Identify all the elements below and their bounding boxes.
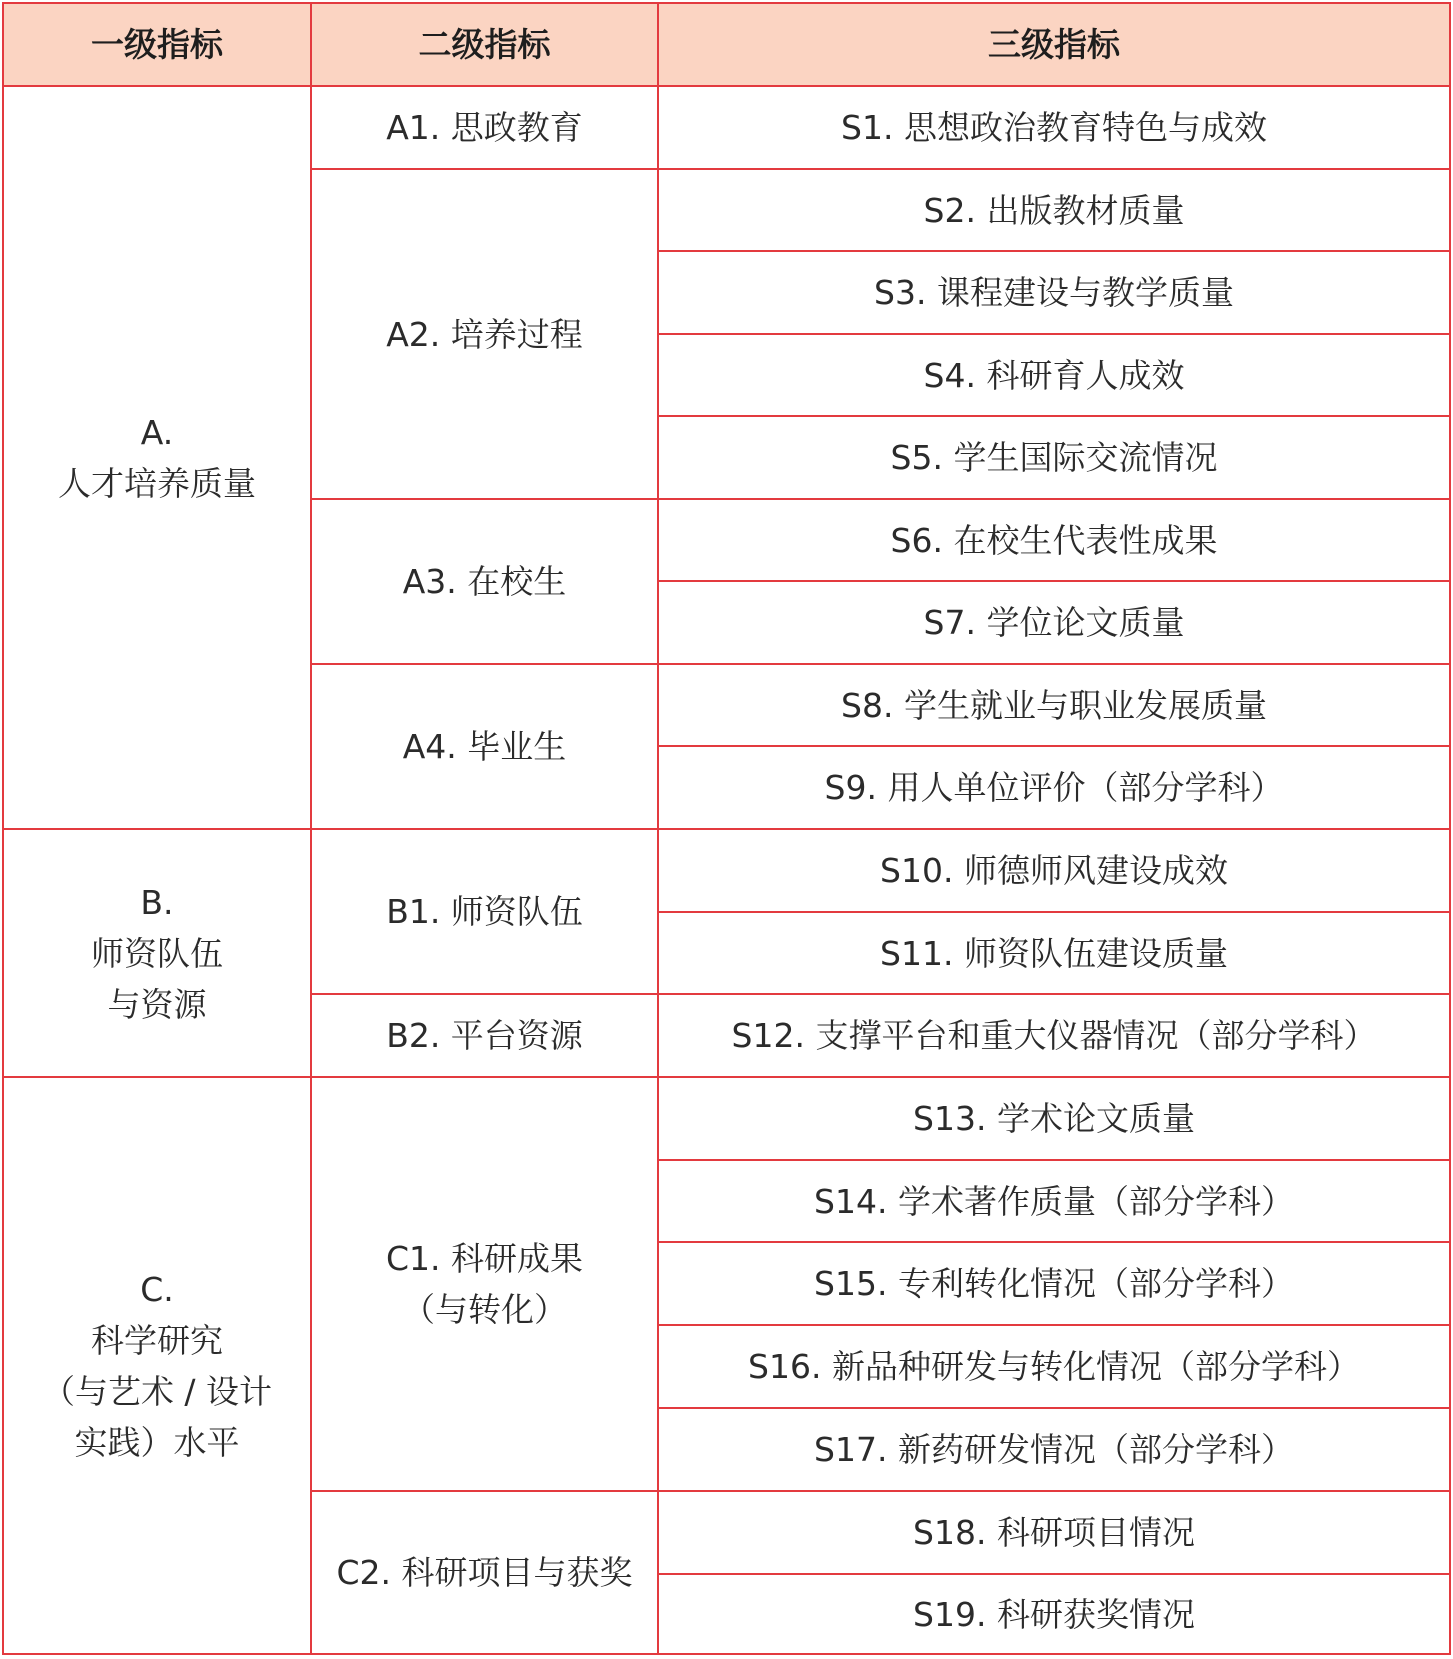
header-level3: 三级指标 [657,2,1451,85]
level3-cell-s4: S4. 科研育人成效 [657,333,1451,415]
level2-cell-c2: C2. 科研项目与获奖 [310,1490,657,1655]
level2-cell-b1: B1. 师资队伍 [310,828,657,993]
level3-cell-s6: S6. 在校生代表性成果 [657,498,1451,580]
level2-cell-a4: A4. 毕业生 [310,663,657,828]
level3-cell-s10: S10. 师德师风建设成效 [657,828,1451,911]
level3-cell-s15: S15. 专利转化情况（部分学科） [657,1241,1451,1324]
level1-cell-c: C. 科学研究 （与艺术 / 设计 实践）水平 [2,1076,310,1655]
level1-cell-b: B. 师资队伍 与资源 [2,828,310,1076]
level3-cell-s19: S19. 科研获奖情况 [657,1573,1451,1655]
level3-cell-s5: S5. 学生国际交流情况 [657,415,1451,498]
level2-cell-a1: A1. 思政教育 [310,85,657,168]
level3-cell-s11: S11. 师资队伍建设质量 [657,911,1451,993]
level2-cell-a2: A2. 培养过程 [310,168,657,498]
level3-cell-s13: S13. 学术论文质量 [657,1076,1451,1159]
level3-cell-s8: S8. 学生就业与职业发展质量 [657,663,1451,745]
header-level1: 一级指标 [2,2,310,85]
level3-cell-s9: S9. 用人单位评价（部分学科） [657,745,1451,828]
level3-cell-s16: S16. 新品种研发与转化情况（部分学科） [657,1324,1451,1407]
header-level2: 二级指标 [310,2,657,85]
level3-cell-s3: S3. 课程建设与教学质量 [657,250,1451,333]
level2-cell-c1: C1. 科研成果 （与转化） [310,1076,657,1490]
level2-cell-b2: B2. 平台资源 [310,993,657,1076]
level3-cell-s14: S14. 学术著作质量（部分学科） [657,1159,1451,1241]
level3-cell-s7: S7. 学位论文质量 [657,580,1451,663]
level3-cell-s12: S12. 支撑平台和重大仪器情况（部分学科） [657,993,1451,1076]
level3-cell-s17: S17. 新药研发情况（部分学科） [657,1407,1451,1490]
level3-cell-s1: S1. 思想政治教育特色与成效 [657,85,1451,168]
level2-cell-a3: A3. 在校生 [310,498,657,663]
level3-cell-s18: S18. 科研项目情况 [657,1490,1451,1573]
level3-cell-s2: S2. 出版教材质量 [657,168,1451,250]
level1-cell-a: A. 人才培养质量 [2,85,310,828]
